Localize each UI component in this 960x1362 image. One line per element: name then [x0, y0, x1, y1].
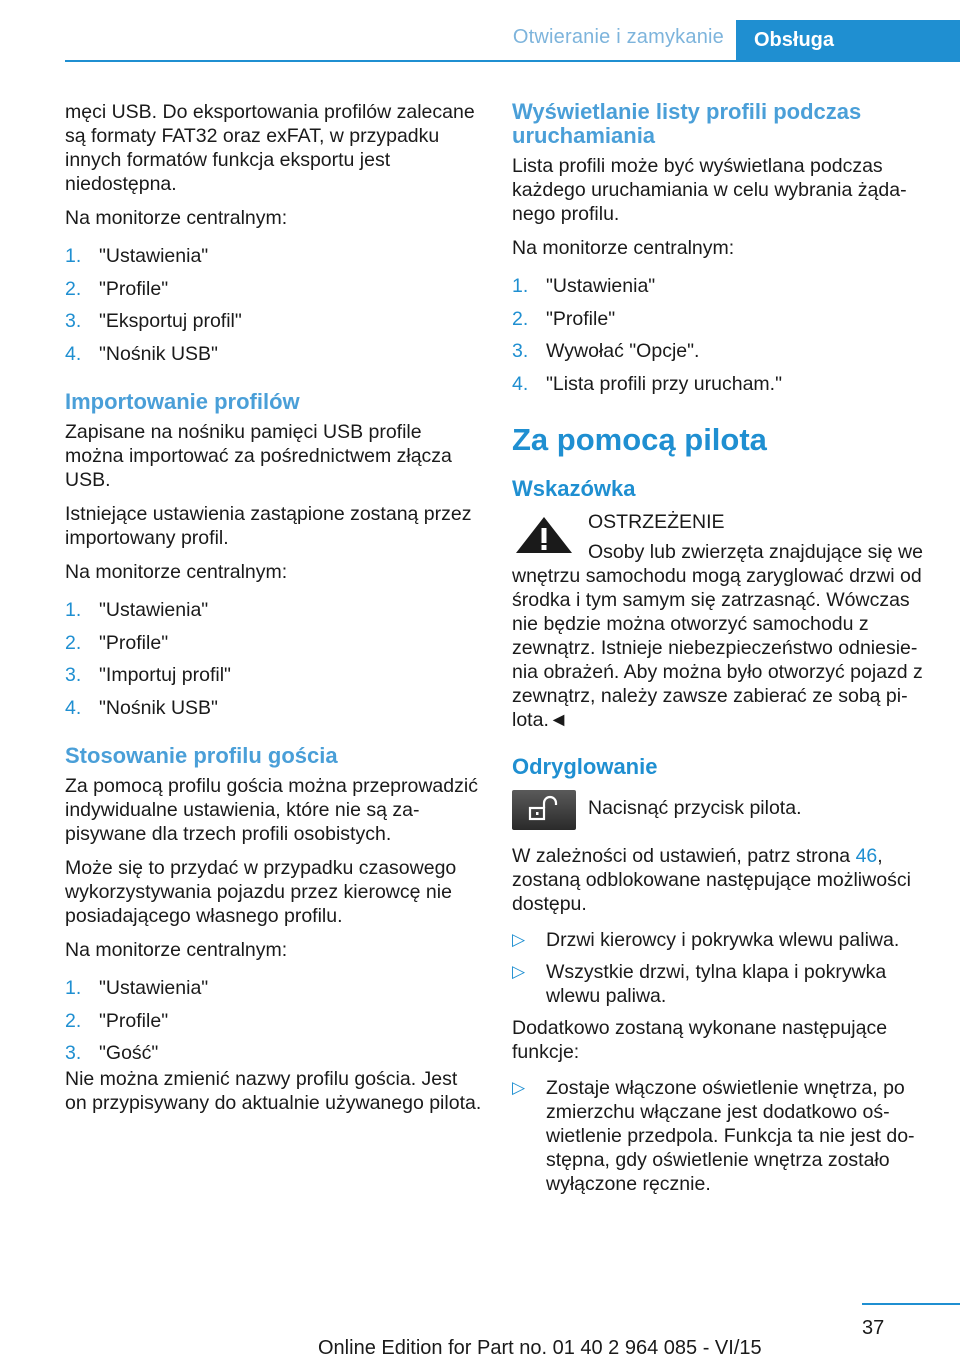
guest-paragraph-1: Za pomocą profilu gościa można przeprowadzić indywidualne ustawienia, które nie są zapisywane dla trzech profili osobistych. — [65, 775, 478, 845]
list-item: 4. "Lista profili przy urucham." — [512, 372, 783, 395]
startup-paragraph: Lista profili może być wyświetlana podczas każdego uruchamiania w celu wybrania żądanego profilu. — [512, 155, 907, 225]
header-rule — [65, 60, 960, 62]
unlock-button-icon — [512, 790, 576, 830]
import-heading: Importowanie profilów — [65, 389, 300, 414]
chapter-tab: Obsługa — [736, 20, 960, 62]
warning-triangle-icon — [512, 514, 576, 556]
monitor-label: Na monitorze centralnym: — [512, 237, 735, 259]
list-item: 2. "Profile" — [65, 631, 169, 654]
warning-block — [512, 510, 932, 732]
unlock-action: Nacisnąć przycisk pilota. — [588, 797, 802, 819]
list-item: 2. "Profile" — [65, 1009, 169, 1032]
right-column — [512, 100, 932, 1204]
list-item: ▷ Drzwi kierowcy i pokrywka wlewu paliwa. — [512, 929, 900, 951]
list-item: 3. "Importuj profil" — [65, 664, 231, 686]
monitor-label: Na monitorze centralnym: — [65, 207, 288, 229]
import-paragraph-2: Istniejące ustawienia zastąpione zostaną przez importowany profil. — [65, 503, 472, 549]
export-steps — [65, 244, 483, 374]
list-item: 4. "Nośnik USB" — [65, 696, 218, 719]
import-steps — [65, 598, 483, 728]
page-header — [0, 0, 960, 62]
list-item: 4. "Nośnik USB" — [65, 342, 218, 365]
warning-text: Osoby lub zwierzęta znajdujące się we wnętrzu samochodu mogą zaryglować drzwi od środka i tym samym się zatrzasnąć. Wówczas nie będzie można otworzyć samochodu z zewnątrz. Istnieje niebezpieczeństwo odniesienia obrażeń. Aby można było otworzyć pojazd z zewnątrz, należy zawsze zabierać ze sobą pilota.◄ — [512, 541, 923, 731]
depend-paragraph: W zależności od ustawień, patrz strona 46, zostaną odblokowane następujące możliwości dostępu. — [512, 845, 911, 915]
access-list — [512, 928, 932, 1008]
triangle-bullet-icon: ▷ — [512, 930, 526, 949]
unlock-heading: Odryglowanie — [512, 754, 658, 779]
intro-paragraph: męci USB. Do eksportowania profilów zalecane są formaty FAT32 oraz exFAT, w przypadku innych formatów funkcja eksportu jest niedostępna. — [65, 101, 475, 195]
monitor-label: Na monitorze centralnym: — [65, 561, 288, 583]
section-tab: Otwieranie i zamykanie — [512, 26, 724, 48]
list-item: ▷ Zostaje włączone oświetlenie wnętrza, po zmierzchu włączane jest dodatkowo oświetlenie przedpola. Funkcja ta nie jest dostępna, gdy oświetlenie wnętrza zostało wyłączone ręcznie. — [512, 1077, 915, 1195]
page-link[interactable]: 46 — [855, 845, 878, 867]
monitor-label: Na monitorze centralnym: — [65, 939, 288, 961]
list-item: 1. "Ustawienia" — [65, 245, 209, 267]
warning-label: OSTRZEŻENIE — [588, 511, 725, 533]
guest-steps — [65, 976, 483, 1067]
footer-rule — [862, 1303, 960, 1305]
unlock-block — [512, 790, 932, 834]
triangle-bullet-icon: ▷ — [512, 1078, 526, 1097]
guest-paragraph-2: Może się to przydać w przypadku czasowego wykorzystywania pojazdu przez kierowcę nie posiadającego własnego profilu. — [65, 857, 457, 927]
list-item: 3. "Eksportuj profil" — [65, 310, 242, 332]
list-item: 2. "Profile" — [512, 307, 616, 330]
edition-footer: Online Edition for Part no. 01 40 2 964 085 - VI/15 — [318, 1337, 762, 1359]
list-item: 3. Wywołać "Opcje". — [512, 340, 700, 362]
guest-paragraph-3: Nie można zmienić nazwy profilu gościa. Jest on przypisywany do aktualnie używanego pilota. — [65, 1068, 482, 1114]
triangle-bullet-icon: ▷ — [512, 962, 526, 981]
list-item: 3. "Gość" — [65, 1042, 159, 1064]
left-column — [65, 100, 483, 1125]
list-item: 1. "Ustawienia" — [65, 977, 209, 999]
notice-heading: Wskazówka — [512, 476, 636, 501]
list-item: 1. "Ustawienia" — [65, 599, 209, 621]
startup-heading: Wyświetlanie listy profili podczas uruchamiania — [512, 99, 862, 148]
guest-heading: Stosowanie profilu gościa — [65, 743, 338, 768]
page-number: 37 — [862, 1317, 885, 1339]
list-item: 2. "Profile" — [65, 277, 169, 300]
function-list — [512, 1076, 932, 1196]
startup-steps — [512, 274, 932, 404]
list-item: ▷ Wszystkie drzwi, tylna klapa i pokrywka wlewu paliwa. — [512, 961, 887, 1007]
remote-heading: Za pomocą pilota — [512, 422, 767, 457]
additional-paragraph: Dodatkowo zostaną wykonane następujące funkcje: — [512, 1017, 888, 1063]
import-paragraph-1: Zapisane na nośniku pamięci USB profile można importować za pośrednictwem złącza USB. — [65, 421, 452, 491]
list-item: 1. "Ustawienia" — [512, 275, 656, 297]
